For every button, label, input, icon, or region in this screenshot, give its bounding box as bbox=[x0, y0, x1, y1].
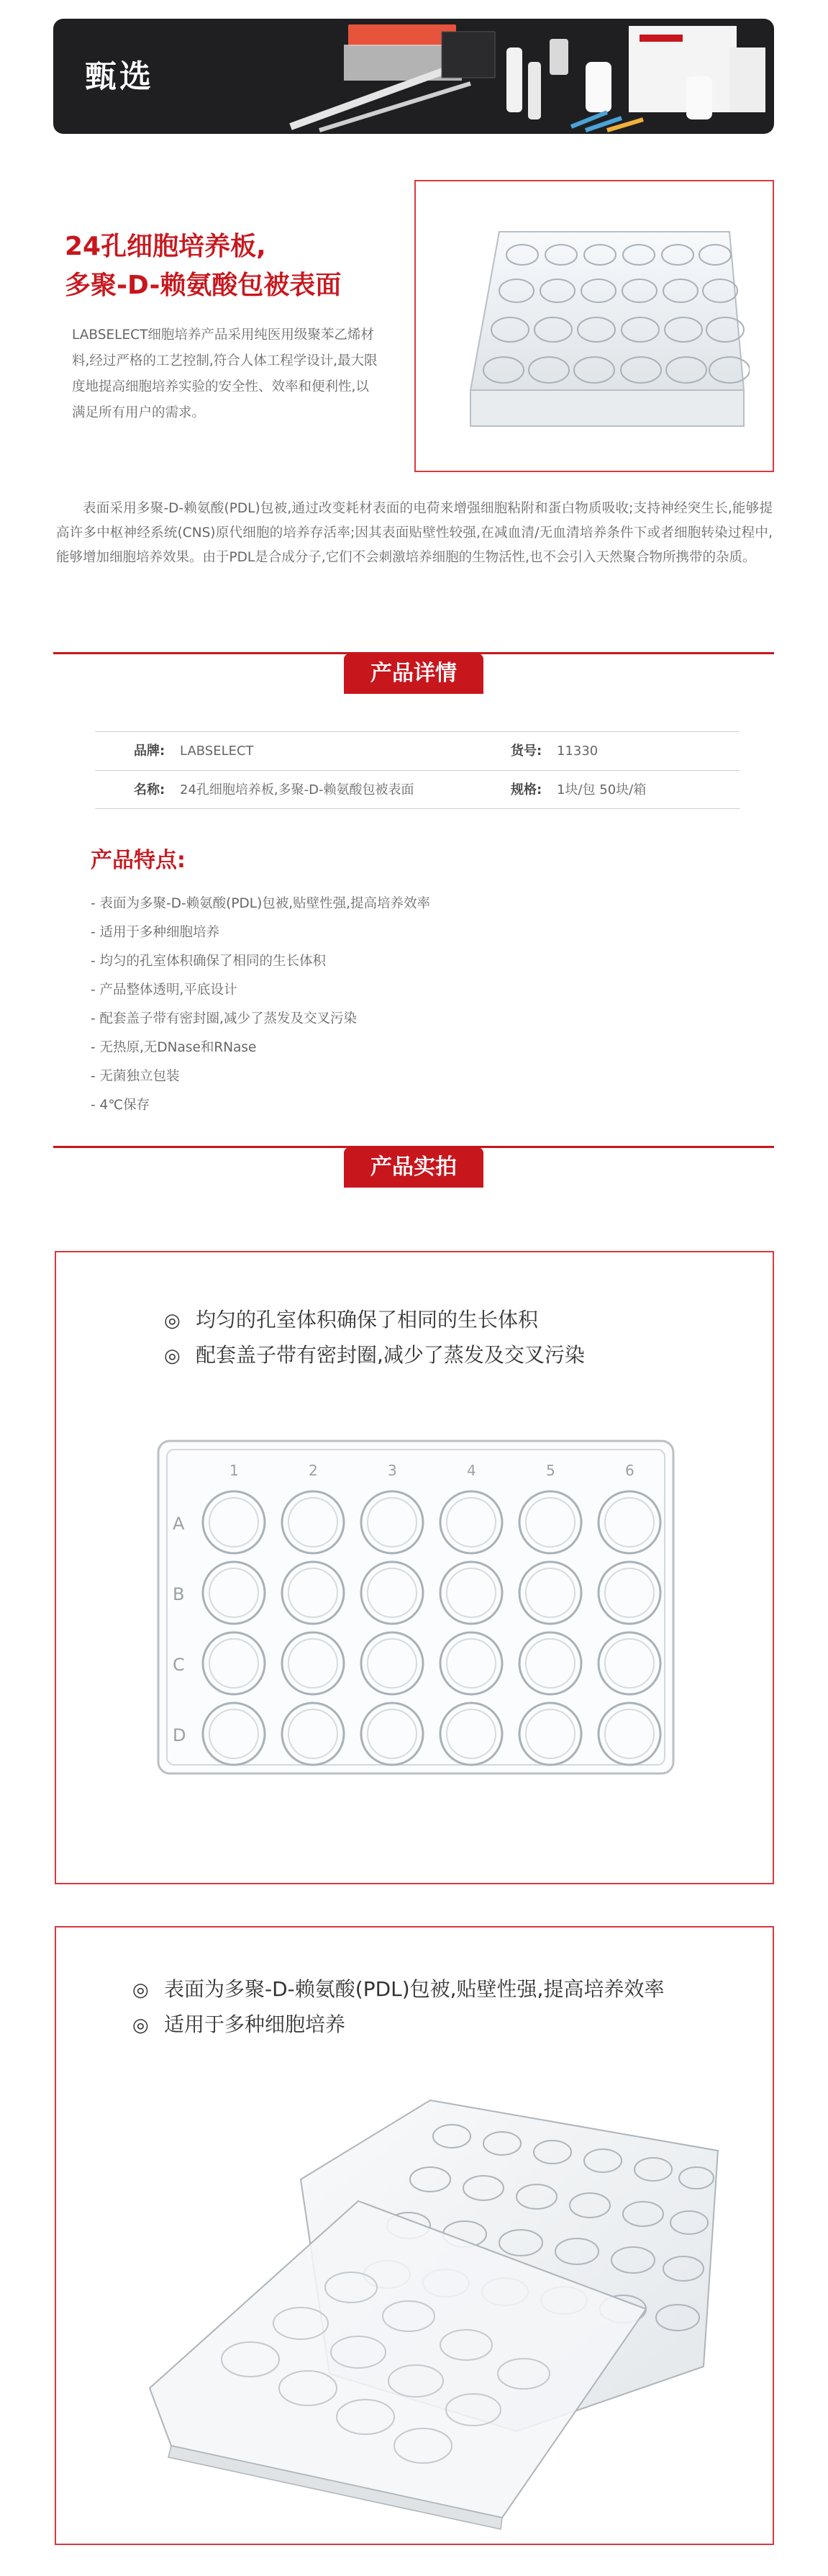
features-list bbox=[91, 890, 430, 1120]
row-label: D bbox=[173, 1725, 186, 1745]
column-label: 3 bbox=[388, 1462, 397, 1479]
brand-key: 品牌: bbox=[134, 744, 165, 759]
header-banner bbox=[53, 19, 774, 134]
catalog-value: 11330 bbox=[557, 744, 599, 759]
product-description: LABSELECT细胞培养产品采用纯医用级聚苯乙烯材料,经过严格的工艺控制,符合人体工程学设计,最大限度地提高细胞培养实验的安全性、效率和便利性,以满足所有用户的需求。 bbox=[72, 327, 378, 420]
plate-with-lid-image bbox=[142, 2071, 732, 2532]
photo-frame-top-view bbox=[55, 1251, 774, 1884]
spec-value: 1块/包 50块/箱 bbox=[557, 782, 647, 797]
product-details-table bbox=[95, 731, 740, 809]
bullet-text: 表面为多聚-D-赖氨酸(PDL)包被,贴壁性强,提高培养效率 bbox=[164, 1977, 665, 2001]
bullet-text: 适用于多种细胞培养 bbox=[164, 2012, 346, 2036]
brand-value: LABSELECT bbox=[180, 744, 254, 759]
list-item: - 适用于多种细胞培养 bbox=[91, 925, 220, 940]
product-title bbox=[65, 227, 341, 305]
catalog-key: 货号: bbox=[511, 744, 542, 759]
brand-title: 甄选 bbox=[85, 58, 154, 95]
column-label: 5 bbox=[546, 1462, 555, 1479]
column-label: 4 bbox=[467, 1462, 476, 1479]
plate-top-view-image bbox=[157, 1440, 675, 1775]
photo1-bullets bbox=[164, 1303, 585, 1373]
list-item: - 配套盖子带有密封圈,减少了蒸发及交叉污染 bbox=[91, 1011, 357, 1026]
section-tag-details: 产品详情 bbox=[344, 654, 483, 694]
row-label: B bbox=[173, 1584, 185, 1604]
table-row bbox=[95, 770, 740, 809]
column-label: 2 bbox=[309, 1462, 318, 1479]
product-title-line1: 24孔细胞培养板, bbox=[65, 232, 266, 261]
double-circle-bullet-icon: ◎ bbox=[164, 1345, 181, 1367]
column-label: 6 bbox=[625, 1462, 634, 1479]
list-item bbox=[132, 1972, 664, 2007]
bullet-text: 均匀的孔室体积确保了相同的生长体积 bbox=[196, 1308, 539, 1332]
list-item: - 无菌独立包装 bbox=[91, 1069, 180, 1084]
list-item: - 4℃保存 bbox=[91, 1098, 150, 1113]
bullet-text: 配套盖子带有密封圈,减少了蒸发及交叉污染 bbox=[196, 1343, 585, 1367]
photo-frame-angled-view bbox=[55, 1926, 774, 2545]
row-label: A bbox=[173, 1514, 185, 1534]
list-item: - 产品整体透明,平底设计 bbox=[91, 982, 237, 998]
features-title: 产品特点: bbox=[91, 848, 186, 873]
list-item: - 均匀的孔室体积确保了相同的生长体积 bbox=[91, 954, 327, 969]
name-value: 24孔细胞培养板,多聚-D-赖氨酸包被表面 bbox=[180, 782, 414, 797]
column-label: 1 bbox=[229, 1462, 239, 1479]
list-item bbox=[132, 2007, 664, 2043]
product-title-line2: 多聚-D-赖氨酸包被表面 bbox=[65, 271, 342, 300]
product-image-frame bbox=[414, 180, 774, 472]
row-label: C bbox=[173, 1655, 185, 1675]
list-item: - 表面为多聚-D-赖氨酸(PDL)包被,贴壁性强,提高培养效率 bbox=[91, 896, 431, 911]
culture-plate-image bbox=[442, 210, 750, 448]
product-summary-paragraph: 表面采用多聚-D-赖氨酸(PDL)包被,通过改变耗材表面的电荷来增强细胞粘附和蛋白物质吸收;支持神经突生长,能够提高许多中枢神经系统(CNS)原代细胞的培养存活率;因其表面贴壁性较强,在减血清/无血清培养条件下或者细胞转染过程中,能够增加细胞培养效果。由于PDL是合成分子,它们不会刺激培养细胞的生物活性,也不会引入天然聚合物所携带的杂质。 bbox=[56, 501, 773, 565]
name-key: 名称: bbox=[134, 782, 165, 797]
lab-products-banner-image bbox=[269, 19, 774, 134]
section-tag-photos: 产品实拍 bbox=[344, 1147, 483, 1188]
list-item bbox=[164, 1338, 585, 1373]
list-item bbox=[164, 1303, 585, 1338]
table-row bbox=[95, 731, 740, 770]
photo2-bullets bbox=[132, 1972, 664, 2043]
list-item: - 无热原,无DNase和RNase bbox=[91, 1040, 257, 1055]
double-circle-bullet-icon: ◎ bbox=[132, 2015, 149, 2036]
double-circle-bullet-icon: ◎ bbox=[164, 1310, 181, 1332]
double-circle-bullet-icon: ◎ bbox=[132, 1979, 149, 2001]
spec-key: 规格: bbox=[511, 782, 542, 797]
